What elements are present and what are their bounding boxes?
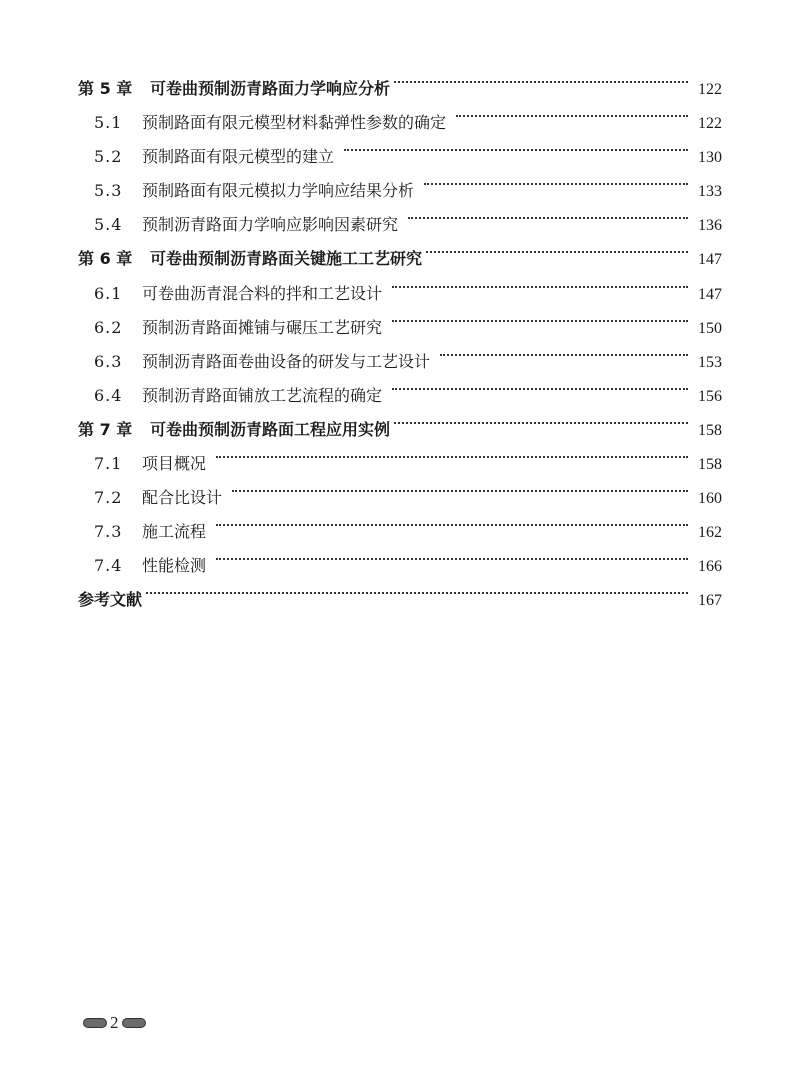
toc-entry-number: 6.1 (94, 283, 123, 303)
dot-leader (394, 401, 688, 435)
toc-entry-title: 预制路面有限元模拟力学响应结果分析 (142, 181, 415, 201)
toc-entry-page-number: 122 (698, 81, 722, 98)
toc-entry-number: 6.2 (94, 317, 123, 337)
toc-entry-number: 7.3 (94, 522, 123, 542)
toc-entry-title: 可卷曲预制沥青路面关键施工工艺研究 (150, 249, 423, 269)
dot-leader (392, 299, 688, 333)
table-of-contents (78, 60, 722, 610)
dot-leader (426, 230, 688, 264)
toc-entry-number: 6.4 (94, 385, 123, 405)
dot-leader (232, 469, 688, 503)
toc-entry-page-number: 150 (698, 319, 722, 337)
page-number: 2 (110, 1013, 119, 1032)
toc-entry-number: 7.2 (94, 488, 123, 508)
toc-entry-page-number: 160 (698, 490, 722, 508)
toc-entry-title: 预制路面有限元模型的建立 (142, 147, 335, 167)
toc-entry-title: 性能检测 (142, 556, 207, 576)
dot-leader (394, 60, 688, 94)
toc-entry-page-number: 147 (698, 285, 722, 303)
dot-leader (392, 367, 688, 401)
toc-entry-number: 5.3 (94, 181, 123, 201)
toc-entry-page-number: 166 (698, 558, 722, 576)
toc-entry-page-number: 156 (698, 387, 722, 405)
dot-leader (216, 435, 688, 469)
dot-leader (146, 571, 688, 605)
toc-entry-title: 参考文献 (78, 590, 143, 610)
toc-entry-page-number: 162 (698, 524, 722, 542)
toc-entry-title: 预制路面有限元模型材料黏弹性参数的确定 (142, 113, 447, 133)
toc-entry-number: 第 6 章 (78, 249, 133, 269)
toc-entry-title: 施工流程 (142, 522, 207, 542)
toc-entry-title: 预制沥青路面力学响应影响因素研究 (142, 215, 399, 235)
toc-entry-number: 7.1 (94, 454, 123, 474)
toc-entry-number: 6.3 (94, 351, 123, 371)
toc-entry-page-number: 133 (698, 183, 722, 201)
toc-entry-page-number: 130 (698, 149, 722, 167)
right-pill-ornament (122, 1018, 146, 1028)
toc-entry-number: 7.4 (94, 556, 123, 576)
dot-leader (216, 537, 688, 571)
toc-entry-title: 预制沥青路面铺放工艺流程的确定 (142, 385, 383, 405)
toc-entry-number: 5.2 (94, 147, 123, 167)
toc-entry-page-number: 122 (698, 115, 722, 133)
toc-entry-page-number: 167 (698, 592, 722, 610)
toc-entry-title: 项目概况 (142, 454, 207, 474)
dot-leader (392, 265, 688, 299)
toc-entry-title: 预制沥青路面摊铺与碾压工艺研究 (142, 317, 383, 337)
page-footer (80, 1013, 149, 1033)
toc-entry-title: 可卷曲沥青混合料的拌和工艺设计 (142, 283, 383, 303)
dot-leader (456, 94, 688, 128)
toc-entry-title: 配合比设计 (142, 488, 223, 508)
toc-entry-number: 5.1 (94, 113, 123, 133)
toc-entry-page-number: 153 (698, 353, 722, 371)
dot-leader (216, 503, 688, 537)
toc-entry-title: 可卷曲预制沥青路面力学响应分析 (150, 79, 391, 98)
dot-leader (440, 333, 688, 367)
dot-leader (408, 196, 688, 230)
toc-entry-title: 可卷曲预制沥青路面工程应用实例 (150, 419, 391, 439)
toc-entry-title: 预制沥青路面卷曲设备的研发与工艺设计 (142, 351, 431, 371)
toc-entry-page-number: 147 (698, 251, 722, 269)
toc-entry-page-number: 158 (698, 456, 722, 474)
left-pill-ornament (83, 1018, 107, 1028)
dot-leader (424, 162, 688, 196)
toc-entry-page-number: 136 (698, 217, 722, 235)
toc-entry-number: 第 7 章 (78, 419, 133, 439)
toc-chapter-entry[interactable] (78, 60, 722, 98)
toc-entry-page-number: 158 (698, 421, 722, 439)
toc-entry-number: 第 5 章 (78, 79, 133, 98)
dot-leader (344, 128, 688, 162)
toc-entry-number: 5.4 (94, 215, 123, 235)
toc-chapter-entry[interactable] (78, 571, 722, 610)
